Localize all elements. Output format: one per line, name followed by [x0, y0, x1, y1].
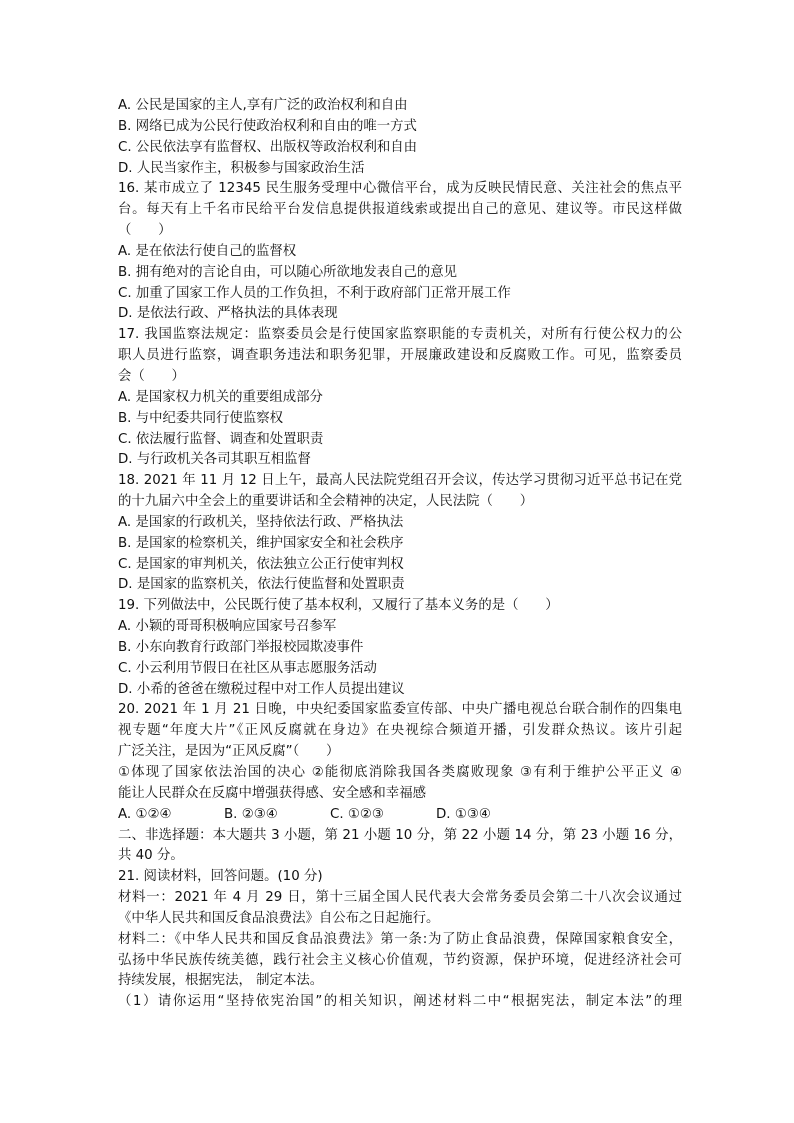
q18-stem-line: 的十九届六中全会上的重要讲话和全会精神的决定，人民法院（ ）	[118, 494, 534, 510]
section-heading: 共 40 分。	[118, 848, 184, 864]
q21-line: 材料一：2021 年 4 月 29 日，第十三届全国人民代表大会常务委员会第二十八次会议通过	[118, 890, 682, 906]
q18-option: D. 是国家的监察机关，依法行使监督和处置职责	[118, 577, 405, 593]
q20-option: A. ①②④	[118, 806, 172, 822]
q19-option: D. 小希的爸爸在缴税过程中对工作人员提出建议	[118, 681, 405, 697]
q20-option: C. ①②③	[330, 806, 384, 822]
q16-option: D. 是依法行政、严格执法的具体表现	[118, 306, 338, 322]
q17-option: A. 是国家权力机关的重要组成部分	[118, 389, 323, 405]
q20-stem-line: 广泛关注，是因为“正风反腐”（ ）	[118, 744, 340, 760]
q17-stem-line: 17. 我国监察法规定：监察委员会是行使国家监察职能的专责机关，对所有行使公权力的公	[118, 327, 682, 343]
q21-line: （1）请你运用“坚持依宪治国”的相关知识，阐述材料二中“根据宪法，制定本法”的理	[118, 994, 682, 1010]
q17-option: B. 与中纪委共同行使监察权	[118, 410, 283, 426]
q15-option: D. 人民当家作主，积极参与国家政治生活	[118, 160, 365, 176]
q18-stem-line: 18. 2021 年 11 月 12 日上午，最高人民法院党组召开会议，传达学习贯彻习近平总书记在党	[118, 473, 682, 489]
q16-option: C. 加重了国家工作人员的工作负担，不利于政府部门正常开展工作	[118, 285, 511, 301]
q21-line: 材料二：《中华人民共和国反食品浪费法》第一条:为了防止食品浪费，保障国家粮食安全，	[118, 931, 682, 947]
q16-option: A. 是在依法行使自己的监督权	[118, 243, 297, 259]
q17-stem-line: 职人员进行监察，调查职务违法和职务犯罪，开展廉政建设和反腐败工作。可见，监察委员	[118, 348, 682, 364]
q19-stem-line: 19. 下列做法中，公民既行使了基本权利，又履行了基本义务的是（ ）	[118, 598, 559, 614]
q16-stem-line: 16. 某市成立了 12345 民生服务受理中心微信平台，成为反映民情民意、关注社会的焦点平	[118, 181, 682, 197]
q21-line: 持续发展，根据宪法， 制定本法。	[118, 973, 324, 989]
q19-option: C. 小云利用节假日在社区从事志愿服务活动	[118, 660, 377, 676]
q20-option: B. ②③④	[224, 806, 278, 822]
q15-option: B. 网络已成为公民行使政治权利和自由的唯一方式	[118, 118, 417, 134]
q18-option: B. 是国家的检察机关，维护国家安全和社会秩序	[118, 535, 404, 551]
q20-stem-line: 20. 2021 年 1 月 21 日晚，中央纪委国家监委宣传部、中央广播电视总台联合制作的四集电	[118, 702, 682, 718]
q15-option: C. 公民依法享有监督权、出版权等政治权利和自由	[118, 139, 418, 155]
q16-stem-line: 台。每天有上千名市民给平台发信息提供报道线索或提出自己的意见、建议等。市民这样做	[118, 202, 682, 218]
q21-line: 《中华人民共和国反食品浪费法》自公布之日起施行。	[118, 910, 440, 926]
q19-option: B. 小东向教育行政部门举报校园欺凌事件	[118, 639, 364, 655]
q18-option: C. 是国家的审判机关，依法独立公正行使审判权	[118, 556, 404, 572]
q20-stem-line: ①体现了国家依法治国的决心 ②能彻底消除我国各类腐败现象 ③有利于维护公平正义 ④	[118, 765, 682, 780]
q17-option: C. 依法履行监督、调查和处置职责	[118, 431, 324, 447]
section-heading: 二、非选择题：本大题共 3 小题，第 21 小题 10 分，第 22 小题 14 分，第 23 小题 16 分，	[118, 827, 682, 843]
exam-page	[118, 96, 682, 1013]
q16-stem-line: （ ）	[118, 223, 172, 239]
q20-option: D. ①③④	[436, 806, 491, 822]
q20-options-row	[118, 805, 682, 826]
q19-option: A. 小颖的哥哥积极响应国家号召参军	[118, 619, 337, 635]
q17-option: D. 与行政机关各司其职互相监督	[118, 452, 311, 468]
q15-option: A. 公民是国家的主人,享有广泛的政治权利和自由	[118, 98, 408, 113]
q20-stem-line: 能让人民群众在反腐中增强获得感、安全感和幸福感	[118, 785, 426, 801]
q18-option: A. 是国家的行政机关，坚持依法行政、严格执法	[118, 514, 404, 530]
q21-line: 21. 阅读材料，回答问题。(10 分)	[118, 869, 323, 885]
q20-stem-line: 视专题“年度大片”《正风反腐就在身边》在央视综合频道开播，引发群众热议。该片引起	[118, 723, 682, 739]
q21-line: 弘扬中华民族传统美德，践行社会主义核心价值观，节约资源，保护环境，促进经济社会可	[118, 952, 682, 968]
q16-option: B. 拥有绝对的言论自由，可以随心所欲地发表自己的意见	[118, 264, 458, 280]
q17-stem-line: 会（ ）	[118, 368, 185, 384]
